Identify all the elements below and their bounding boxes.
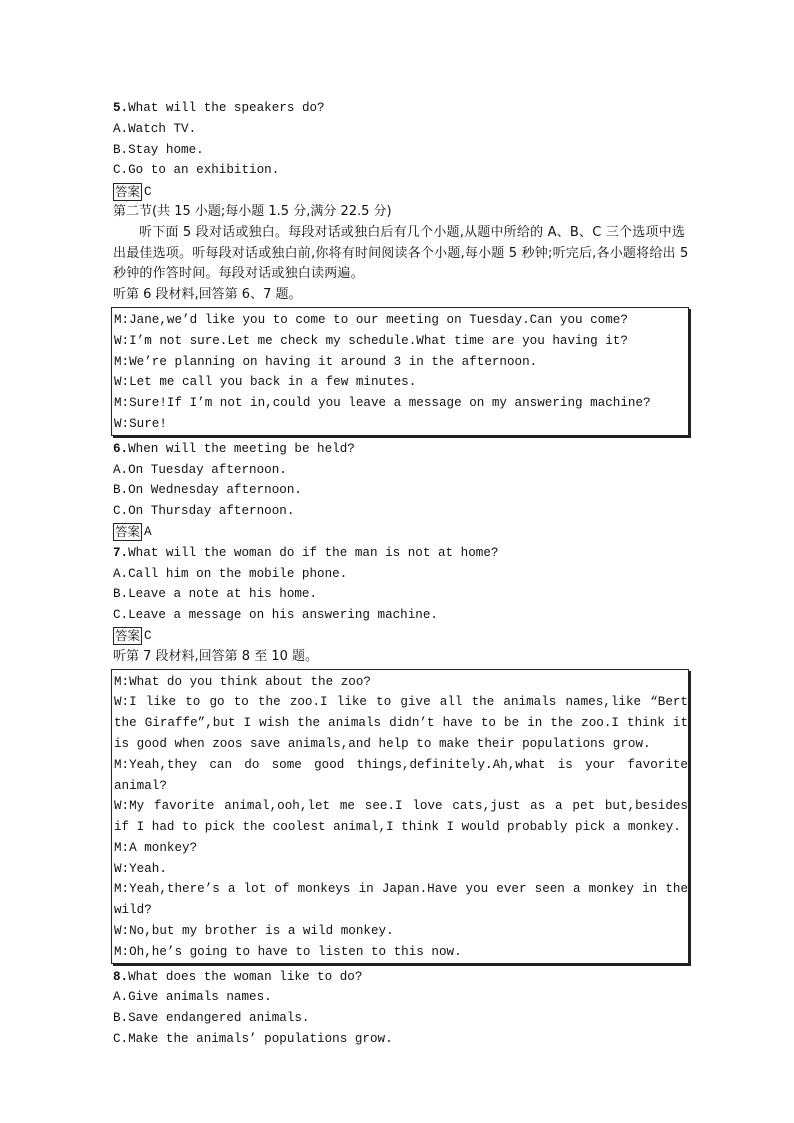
option-c: C.Leave a message on his answering machine.	[113, 608, 438, 623]
dialog-line: M:A monkey?	[114, 840, 198, 855]
dialog-line: W:I’m not sure.Let me check my schedule.What time are you having it?	[114, 333, 628, 348]
dialog-line: W:Let me call you back in a few minutes.	[114, 375, 417, 390]
option-b: B.Stay home.	[113, 142, 204, 157]
dialog-line: W:Yeah.	[114, 861, 167, 876]
question-5	[113, 98, 691, 119]
question-number: 5.	[113, 101, 129, 115]
material-7-heading: 听第 7 段材料,回答第 8 至 10 题。	[113, 648, 319, 664]
answer-label: 答案	[115, 628, 141, 644]
option-a: A.Give animals names.	[113, 990, 272, 1005]
answer-5	[113, 181, 691, 202]
option-c: C.Go to an exhibition.	[113, 163, 280, 178]
question-text: What will the speakers do?	[128, 101, 325, 115]
question-text: What does the woman like to do?	[128, 969, 363, 984]
answer-value: C	[144, 629, 152, 644]
answer-7	[113, 626, 691, 647]
section-title: 第二节(共 15 小题;每小题 1.5 分,满分 22.5 分)	[113, 203, 392, 219]
answer-value: C	[144, 184, 152, 199]
material-6-heading: 听第 6 段材料,回答第 6、7 题。	[113, 287, 302, 303]
dialog-line: W:My favorite animal,ooh,let me see.I love cats,just as a pet but,besides if I had to pick the coolest animal,I think I would probably pick a monkey.	[114, 799, 688, 835]
dialog-line: M:Sure!If I’m not in,could you leave a message on my answering machine?	[114, 396, 651, 411]
question-6	[113, 439, 691, 460]
option-c: C.On Thursday afternoon.	[113, 504, 295, 519]
answer-label: 答案	[115, 183, 141, 199]
dialog-line: W:I like to go to the zoo.I like to give all the animals names,like “Bert the Giraffe”,but I wish the animals didn’t have to be in the zoo.I think it is good when zoos save animals,and help to make their populations grow.	[114, 695, 688, 751]
option-a: A.On Tuesday afternoon.	[113, 462, 287, 477]
dialog-7-box	[111, 669, 689, 964]
answer-6	[113, 522, 691, 543]
question-text: When will the meeting be held?	[128, 441, 355, 456]
dialog-line: M:What do you think about the zoo?	[114, 674, 371, 689]
dialog-line: M:Yeah,they can do some good things,definitely.Ah,what is your favorite animal?	[114, 757, 688, 793]
dialog-line: M:We’re planning on having it around 3 in the afternoon.	[114, 354, 538, 369]
question-8	[113, 967, 691, 988]
question-text: What will the woman do if the man is not at home?	[128, 545, 499, 560]
dialog-line: M:Oh,he’s going to have to listen to this now.	[114, 944, 462, 959]
dialog-line: M:Jane,we’d like you to come to our meeting on Tuesday.Can you come?	[114, 312, 628, 327]
dialog-line: M:Yeah,there’s a lot of monkeys in Japan.Have you ever seen a monkey in the wild?	[114, 882, 688, 918]
option-b: B.Save endangered animals.	[113, 1011, 310, 1026]
exam-page	[113, 98, 691, 1050]
dialog-line: W:Sure!	[114, 416, 167, 431]
option-a: A.Call him on the mobile phone.	[113, 566, 348, 581]
answer-label: 答案	[115, 524, 141, 540]
dialog-line: W:No,but my brother is a wild monkey.	[114, 924, 394, 939]
option-c: C.Make the animals’ populations grow.	[113, 1032, 393, 1047]
dialog-6-box	[111, 307, 689, 436]
question-7	[113, 543, 691, 564]
answer-value: A	[144, 525, 152, 540]
question-number: 7.	[113, 545, 129, 560]
option-b: B.On Wednesday afternoon.	[113, 483, 302, 498]
question-number: 8.	[113, 969, 129, 984]
section-instructions: 听下面 5 段对话或独白。每段对话或独白后有几个小题,从题中所给的 A、B、C 三个选项中选出最佳选项。听每段对话或独白前,你将有时间阅读各个小题,每小题 5 秒钟;听完后,各小题将给出 5 秒钟的作答时间。每段对话或独白读两遍。	[113, 224, 689, 282]
question-number: 6.	[113, 441, 129, 456]
option-a: A.Watch TV.	[113, 121, 197, 136]
option-b: B.Leave a note at his home.	[113, 587, 318, 602]
